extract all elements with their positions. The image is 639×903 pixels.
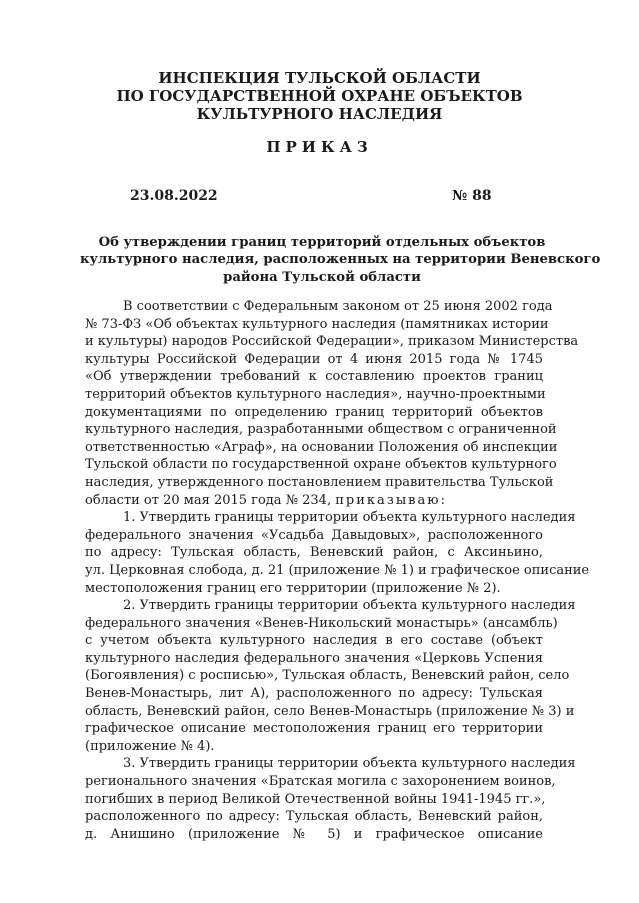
item-2-line: Венев-Монастырь, лит А), расположенного по адресу: Тульская [85, 686, 543, 702]
preamble-line: культуры Российской Федерации от 4 июня 2015 года № 1745 [85, 351, 543, 367]
item-3-line: д. Анишино (приложение № 5) и графическое описание [85, 826, 543, 842]
item-3-line: 3. Утвердить границы территории объекта культурного наследия [123, 756, 576, 772]
preamble-line: № 73-ФЗ «Об объектах культурного наследия (памятниках истории [85, 316, 549, 332]
header-line-1: ИНСПЕКЦИЯ ТУЛЬСКОЙ ОБЛАСТИ [158, 69, 481, 87]
preamble-last-line [85, 492, 543, 510]
item-1-line: по адресу: Тульская область, Веневский район, с Аксиньино, [85, 545, 543, 561]
preamble-line: культурного наследия, разработанными обществом с ограниченной [85, 422, 557, 438]
order-word: приказываю: [335, 492, 447, 508]
item-2-line: область, Веневский район, село Венев-Монастырь (приложение № 3) и [85, 703, 575, 719]
item-2-line: (Богоявления) с росписью», Тульская область, Веневский район, село [85, 668, 570, 684]
preamble-line: «Об утверждении требований к составлению проектов границ [85, 369, 543, 385]
preamble-line: документациями по определению границ территорий объектов [85, 404, 543, 420]
preamble-line: и культуры) народов Российской Федерации», приказом Министерства [85, 334, 579, 350]
item-3-line: регионального значения «Братская могила с захоронением воинов, [85, 774, 556, 790]
item-1-line: 1. Утвердить границы территории объекта культурного наследия [123, 510, 576, 526]
preamble-line: В соответствии с Федеральным законом от 25 июня 2002 года [123, 299, 553, 314]
document-body [85, 298, 590, 843]
item-1-line: местоположения границ его территории (приложение № 2). [85, 580, 501, 596]
item-2-line: графическое описание местоположения границ его территории [85, 721, 543, 737]
item-3-line: погибших в период Великой Отечественной войны 1941-1945 гг.», [85, 791, 546, 807]
subject-line: района Тульской области [223, 269, 421, 285]
item-1-line: федерального значения «Усадьба Давыдовых», расположенного [85, 527, 543, 543]
item-2-line: 2. Утвердить границы территории объекта культурного наследия [123, 598, 576, 614]
document-date: 23.08.2022 [130, 188, 218, 204]
preamble-last-text: области от 20 мая 2015 года № 234, [85, 492, 332, 508]
subject-line: Об утверждении границ территорий отдельных объектов [98, 235, 546, 250]
item-2-line: культурного наследия федерального значения «Церковь Успения [85, 650, 543, 666]
item-3-line: расположенного по адресу: Тульская область, Веневский район, [85, 809, 543, 825]
document-number: № 88 [452, 188, 492, 204]
preamble-line: наследия, утвержденного постановлением правительства Тульской [85, 474, 554, 490]
header-line-2: ПО ГОСУДАРСТВЕННОЙ ОХРАНЕ ОБЪЕКТОВ [116, 87, 523, 105]
item-2-line: (приложение № 4). [85, 738, 215, 754]
document-type: ПРИКАЗ [266, 138, 373, 156]
item-2-line: федерального значения «Венев-Никольский монастырь» (ансамбль) [85, 615, 558, 631]
header-line-3: КУЛЬТУРНОГО НАСЛЕДИЯ [196, 105, 443, 123]
subject-line: культурного наследия, расположенных на территории Веневского [80, 252, 601, 268]
item-2-line: с учетом объекта культурного наследия в его составе (объект [85, 633, 543, 649]
preamble-line: Тульской области по государственной охране объектов культурного [85, 457, 557, 473]
preamble-line: территорий объектов культурного наследия», научно-проектными [85, 386, 546, 402]
preamble-line: ответственностью «Аграф», на основании Положения об инспекции [85, 439, 558, 455]
item-1-line: ул. Церковная слобода, д. 21 (приложение № 1) и графическое описание [85, 562, 590, 578]
document-subject [80, 234, 601, 286]
